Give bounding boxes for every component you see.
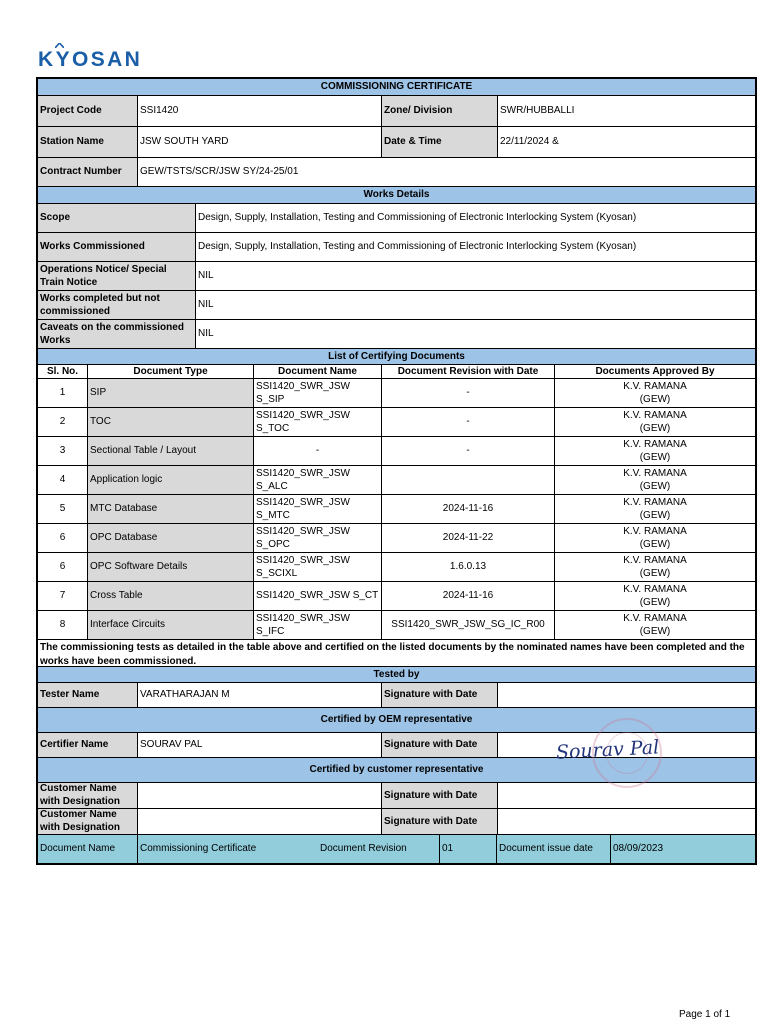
zone-label: Zone/ Division xyxy=(382,96,498,126)
contract-number-label: Contract Number xyxy=(38,158,138,186)
commissioning-statement: The commissioning tests as detailed in the table above and certified on the listed documents by the nominated names have been completed and the works have been commissioned. xyxy=(40,642,745,666)
document-revision: - xyxy=(382,379,555,407)
form-title: COMMISSIONING CERTIFICATE xyxy=(38,79,755,95)
document-name: SSI1420_SWR_JSW S_OPC xyxy=(254,524,382,552)
table-row xyxy=(38,495,755,524)
document-name: SSI1420_SWR_JSW S_SIP xyxy=(254,379,382,407)
document-type: Cross Table xyxy=(88,582,254,610)
document-type: OPC Database xyxy=(88,524,254,552)
row-number: 8 xyxy=(38,611,88,639)
document-type: TOC xyxy=(88,408,254,436)
works-band-row xyxy=(38,187,755,204)
documents-header-row xyxy=(38,365,755,379)
table-row xyxy=(38,553,755,582)
row-number: 1 xyxy=(38,379,88,407)
table-row xyxy=(38,408,755,437)
works-value: NIL xyxy=(198,299,214,311)
document-issue-date-label: Document issue date xyxy=(497,835,611,863)
approver-name: K.V. RAMANA xyxy=(623,381,687,392)
approver-org: (GEW) xyxy=(639,539,671,550)
document-revision: 1.6.0.13 xyxy=(382,553,555,581)
approved-by xyxy=(555,379,755,407)
tester-name-label: Tester Name xyxy=(38,683,138,707)
works-row xyxy=(38,320,755,349)
document-name-label: Document Name xyxy=(38,835,138,863)
works-row xyxy=(38,291,755,320)
tested-band-row xyxy=(38,667,755,683)
works-label: Operations Notice/ Special Train Notice xyxy=(38,262,196,290)
tester-name-value: VARATHARAJAN M xyxy=(138,683,382,707)
tester-signature-field xyxy=(498,683,755,707)
row-number: 2 xyxy=(38,408,88,436)
project-code-value: SSI1420 xyxy=(138,96,382,126)
kyosan-logo: KYOSAN xyxy=(38,48,143,71)
approver-org: (GEW) xyxy=(639,423,671,434)
document-name: SSI1420_SWR_JSW S_TOC xyxy=(254,408,382,436)
approver-org: (GEW) xyxy=(639,597,671,608)
approver-org: (GEW) xyxy=(639,626,671,637)
document-name: SSI1420_SWR_JSW S_ALC xyxy=(254,466,382,494)
project-code-label: Project Code xyxy=(38,96,138,126)
works-value: NIL xyxy=(198,270,214,282)
col-document-revision: Document Revision with Date xyxy=(382,365,555,378)
works-label: Caveats on the commissioned Works xyxy=(38,320,196,348)
station-row xyxy=(38,127,755,158)
approver-org: (GEW) xyxy=(639,568,671,579)
row-number: 6 xyxy=(38,553,88,581)
col-document-type: Document Type xyxy=(88,365,254,378)
row-number: 4 xyxy=(38,466,88,494)
customer-signature-label: Signature with Date xyxy=(382,809,498,834)
document-name: - xyxy=(254,437,382,465)
approver-org: (GEW) xyxy=(639,394,671,405)
contract-number-value: GEW/TSTS/SCR/JSW SY/24-25/01 xyxy=(140,166,299,178)
date-time-value: 22/11/2024 & xyxy=(500,136,559,148)
approver-name: K.V. RAMANA xyxy=(623,410,687,421)
customer-name-label: Customer Name with Designation xyxy=(38,809,138,834)
approver-name: K.V. RAMANA xyxy=(623,555,687,566)
project-row xyxy=(38,96,755,127)
station-name-value: JSW SOUTH YARD xyxy=(138,127,382,157)
row-number: 7 xyxy=(38,582,88,610)
document-name: SSI1420_SWR_JSW S_MTC xyxy=(254,495,382,523)
approver-org: (GEW) xyxy=(639,481,671,492)
approved-by xyxy=(555,611,755,639)
title-band-row xyxy=(38,79,755,96)
row-number: 6 xyxy=(38,524,88,552)
approved-by xyxy=(555,437,755,465)
customer-name-label: Customer Name with Designation xyxy=(38,783,138,808)
oem-heading: Certified by OEM representative xyxy=(38,708,755,732)
document-type: Application logic xyxy=(88,466,254,494)
works-label: Works completed but not commissioned xyxy=(38,291,196,319)
customer-row xyxy=(38,783,755,809)
approved-by xyxy=(555,524,755,552)
certifier-name-label: Certifier Name xyxy=(38,733,138,757)
document-revision: - xyxy=(382,437,555,465)
approver-name: K.V. RAMANA xyxy=(623,468,687,479)
oem-signature: Sourav Pal xyxy=(555,736,660,764)
tested-by-heading: Tested by xyxy=(38,667,755,682)
row-number: 5 xyxy=(38,495,88,523)
contract-row xyxy=(38,158,755,187)
approved-by xyxy=(555,582,755,610)
document-revision-label: Document Revision xyxy=(318,835,440,863)
table-row xyxy=(38,524,755,553)
works-value: Design, Supply, Installation, Testing and Commissioning of Electronic Interlocking System (Kyosan) xyxy=(198,212,637,224)
document-issue-date-value: 08/09/2023 xyxy=(613,843,664,855)
document-type: SIP xyxy=(88,379,254,407)
works-row xyxy=(38,204,755,233)
row-number: 3 xyxy=(38,437,88,465)
approved-by xyxy=(555,466,755,494)
approver-name: K.V. RAMANA xyxy=(623,584,687,595)
document-name-value: Commissioning Certificate xyxy=(140,843,257,855)
document-revision: - xyxy=(382,408,555,436)
document-footer-row xyxy=(38,835,755,863)
approver-name: K.V. RAMANA xyxy=(623,439,687,450)
customer-name-value xyxy=(138,783,382,808)
documents-band-row xyxy=(38,349,755,365)
customer-heading: Certified by customer representative xyxy=(38,758,755,782)
document-type: MTC Database xyxy=(88,495,254,523)
col-document-name: Document Name xyxy=(254,365,382,378)
col-approved-by: Documents Approved By xyxy=(555,365,755,378)
works-value: NIL xyxy=(198,328,214,340)
document-name: SSI1420_SWR_JSW S_SCIXL xyxy=(254,553,382,581)
tester-signature-label: Signature with Date xyxy=(382,683,498,707)
zone-value: SWR/HUBBALLI xyxy=(500,105,575,117)
document-name: SSI1420_SWR_JSW S_IFC xyxy=(254,611,382,639)
works-row xyxy=(38,233,755,262)
customer-signature-label: Signature with Date xyxy=(382,783,498,808)
tester-row xyxy=(38,683,755,708)
approver-org: (GEW) xyxy=(639,452,671,463)
document-revision: 2024-11-16 xyxy=(382,495,555,523)
col-sl-no: Sl. No. xyxy=(38,365,88,378)
certifying-documents-heading: List of Certifying Documents xyxy=(38,349,755,364)
document-revision xyxy=(382,466,555,494)
table-row xyxy=(38,466,755,495)
approver-name: K.V. RAMANA xyxy=(623,497,687,508)
certifier-name-value: SOURAV PAL xyxy=(138,733,382,757)
table-row xyxy=(38,582,755,611)
document-name: SSI1420_SWR_JSW S_CT xyxy=(254,582,382,610)
works-label: Scope xyxy=(38,204,196,232)
works-details-heading: Works Details xyxy=(38,187,755,203)
document-revision: 2024-11-16 xyxy=(382,582,555,610)
approved-by xyxy=(555,495,755,523)
customer-signature-field xyxy=(498,809,755,834)
approver-org: (GEW) xyxy=(639,510,671,521)
works-value: Design, Supply, Installation, Testing and Commissioning of Electronic Interlocking System (Kyosan) xyxy=(198,241,637,253)
table-row xyxy=(38,379,755,408)
approved-by xyxy=(555,408,755,436)
table-row xyxy=(38,437,755,466)
approver-name: K.V. RAMANA xyxy=(623,526,687,537)
works-row xyxy=(38,262,755,291)
approver-name: K.V. RAMANA xyxy=(623,613,687,624)
customer-row xyxy=(38,809,755,835)
station-name-label: Station Name xyxy=(38,127,138,157)
document-revision-value: 01 xyxy=(440,835,497,863)
document-revision: 2024-11-22 xyxy=(382,524,555,552)
page-number: Page 1 of 1 xyxy=(679,1009,731,1020)
date-time-label: Date & Time xyxy=(382,127,498,157)
document-revision: SSI1420_SWR_JSW_SG_IC_R00 xyxy=(382,611,555,639)
customer-name-value xyxy=(138,809,382,834)
table-row xyxy=(38,611,755,640)
approved-by xyxy=(555,553,755,581)
document-type: Sectional Table / Layout xyxy=(88,437,254,465)
works-label: Works Commissioned xyxy=(38,233,196,261)
document-type: Interface Circuits xyxy=(88,611,254,639)
certifier-signature-label: Signature with Date xyxy=(382,733,498,757)
statement-row xyxy=(38,640,755,667)
document-type: OPC Software Details xyxy=(88,553,254,581)
